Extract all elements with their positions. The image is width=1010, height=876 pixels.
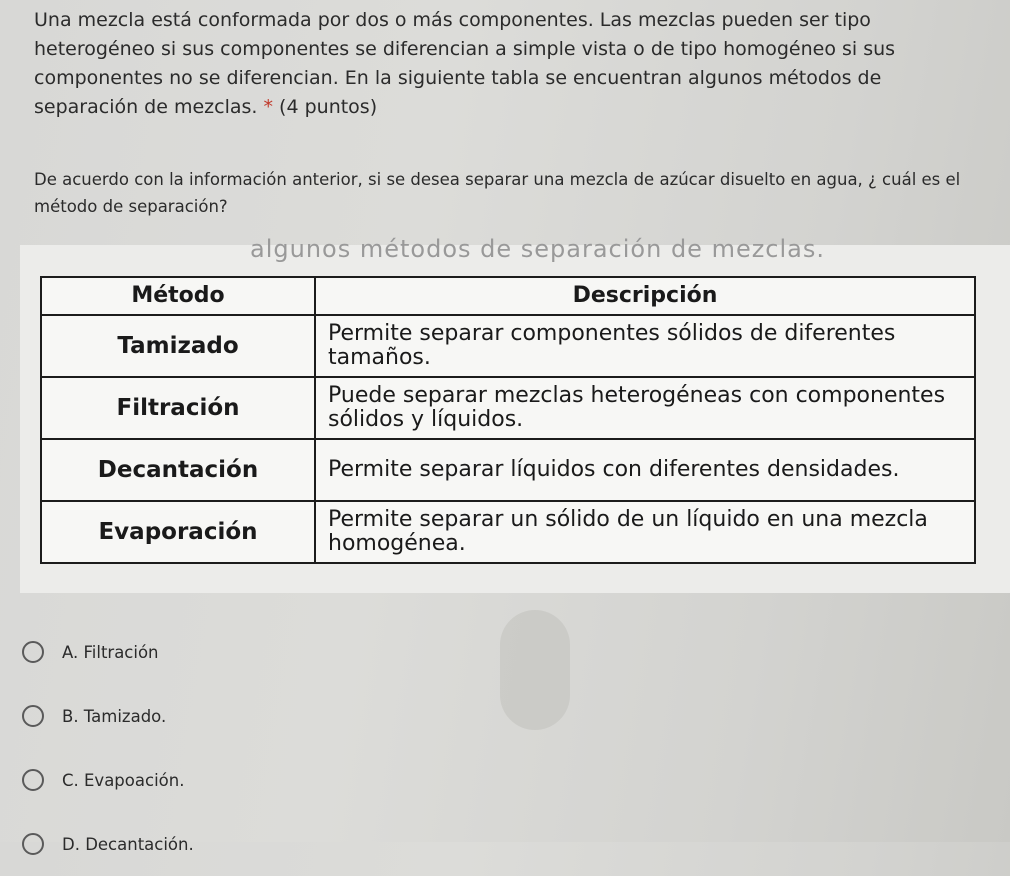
question-text: De acuerdo con la información anterior, si se desea separar una mezcla de azúcar disuelto en agua, ¿ cuál es el método de separación? (34, 170, 961, 216)
method-cell: Evaporación (41, 501, 315, 563)
option-a[interactable] (22, 620, 194, 684)
method-cell: Tamizado (41, 315, 315, 377)
intro-text: Una mezcla está conformada por dos o más componentes. Las mezclas pueden ser tipo heterogéneo si sus componentes se diferencian a simple vista o de tipo homogéneo si sus componentes no se diferencian. En la siguiente tabla se encuentran algunos métodos de separación de mezclas. (34, 9, 896, 118)
method-cell: Filtración (41, 377, 315, 439)
option-label: D. Decantación. (62, 834, 194, 854)
methods-figure (20, 235, 1010, 593)
table-row (41, 377, 975, 439)
radio-button[interactable] (22, 641, 44, 663)
option-d[interactable] (22, 812, 194, 876)
radio-button[interactable] (22, 833, 44, 855)
figure-cut-caption: algunos métodos de separación de mezclas. (250, 235, 826, 263)
methods-table (40, 276, 976, 564)
description-cell: Permite separar componentes sólidos de diferentes tamaños. (315, 315, 975, 377)
required-marker: * (263, 96, 273, 118)
radio-button[interactable] (22, 705, 44, 727)
answer-options (22, 620, 194, 876)
table-row (41, 439, 975, 501)
option-b[interactable] (22, 684, 194, 748)
option-c[interactable] (22, 748, 194, 812)
option-label: B. Tamizado. (62, 706, 167, 726)
background-shadow (500, 610, 570, 730)
description-cell: Permite separar líquidos con diferentes densidades. (315, 439, 975, 501)
header-description: Descripción (315, 277, 975, 315)
question-intro (34, 6, 964, 122)
table-header-row (41, 277, 975, 315)
table-row (41, 315, 975, 377)
description-cell: Permite separar un sólido de un líquido en una mezcla homogénea. (315, 501, 975, 563)
radio-button[interactable] (22, 769, 44, 791)
table-row (41, 501, 975, 563)
points-label: (4 puntos) (279, 96, 378, 118)
header-method: Método (41, 277, 315, 315)
option-label: A. Filtración (62, 642, 159, 662)
method-cell: Decantación (41, 439, 315, 501)
description-cell: Puede separar mezclas heterogéneas con componentes sólidos y líquidos. (315, 377, 975, 439)
option-label: C. Evapoación. (62, 770, 185, 790)
